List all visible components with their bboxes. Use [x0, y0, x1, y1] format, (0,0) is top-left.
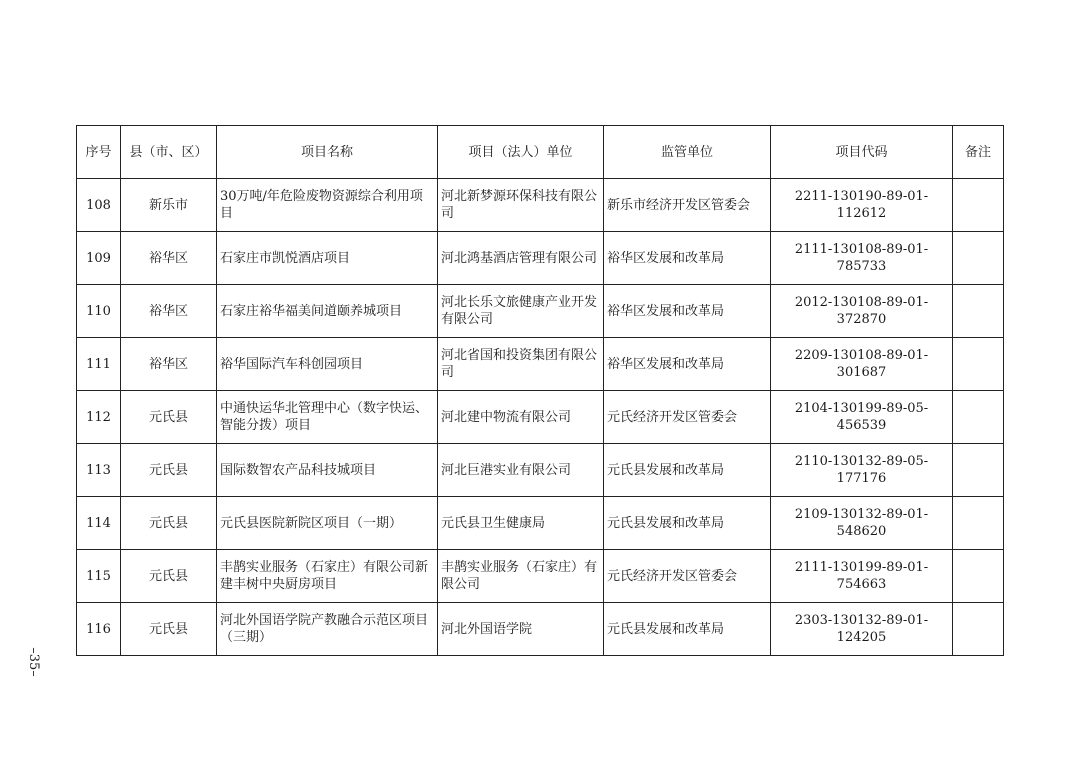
cell-no: 112	[77, 391, 121, 444]
cell-project-code: 2104-130199-89-05-456539	[771, 391, 953, 444]
cell-project-name: 中通快运华北管理中心（数字快运、智能分拨）项目	[217, 391, 438, 444]
cell-legal-unit: 元氏县卫生健康局	[438, 497, 604, 550]
cell-supervisor: 裕华区发展和改革局	[604, 232, 771, 285]
cell-no: 113	[77, 444, 121, 497]
table-row	[77, 285, 1004, 338]
header-no: 序号	[77, 126, 121, 179]
cell-legal-unit: 河北建中物流有限公司	[438, 391, 604, 444]
cell-project-code: 2303-130132-89-01-124205	[771, 603, 953, 656]
cell-project-code: 2111-130199-89-01-754663	[771, 550, 953, 603]
table-row	[77, 603, 1004, 656]
cell-no: 115	[77, 550, 121, 603]
cell-project-name: 元氏县医院新院区项目（一期）	[217, 497, 438, 550]
cell-project-code: 2209-130108-89-01-301687	[771, 338, 953, 391]
cell-no: 116	[77, 603, 121, 656]
cell-county: 元氏县	[121, 603, 217, 656]
cell-project-name: 30万吨/年危险废物资源综合利用项目	[217, 179, 438, 232]
header-note: 备注	[953, 126, 1004, 179]
table-header-row	[77, 126, 1004, 179]
cell-project-code: 2211-130190-89-01-112612	[771, 179, 953, 232]
cell-legal-unit: 河北新梦源环保科技有限公司	[438, 179, 604, 232]
cell-no: 108	[77, 179, 121, 232]
table-row	[77, 179, 1004, 232]
cell-note	[953, 497, 1004, 550]
cell-supervisor: 元氏经济开发区管委会	[604, 550, 771, 603]
table-row	[77, 550, 1004, 603]
table-row	[77, 232, 1004, 285]
cell-county: 裕华区	[121, 285, 217, 338]
table-row	[77, 444, 1004, 497]
cell-county: 元氏县	[121, 550, 217, 603]
cell-no: 114	[77, 497, 121, 550]
table-row	[77, 497, 1004, 550]
cell-project-name: 裕华国际汽车科创园项目	[217, 338, 438, 391]
cell-project-name: 石家庄裕华福美间道颐养城项目	[217, 285, 438, 338]
cell-supervisor: 元氏县发展和改革局	[604, 444, 771, 497]
page-number: –35–	[26, 647, 42, 677]
cell-county: 元氏县	[121, 444, 217, 497]
cell-note	[953, 338, 1004, 391]
cell-project-name: 国际数智农产品科技城项目	[217, 444, 438, 497]
header-project-name: 项目名称	[217, 126, 438, 179]
cell-project-name: 石家庄市凯悦酒店项目	[217, 232, 438, 285]
cell-note	[953, 232, 1004, 285]
cell-supervisor: 裕华区发展和改革局	[604, 338, 771, 391]
cell-project-code: 2110-130132-89-05-177176	[771, 444, 953, 497]
cell-supervisor: 元氏经济开发区管委会	[604, 391, 771, 444]
cell-note	[953, 603, 1004, 656]
cell-legal-unit: 河北鸿基酒店管理有限公司	[438, 232, 604, 285]
cell-note	[953, 179, 1004, 232]
cell-note	[953, 391, 1004, 444]
cell-county: 新乐市	[121, 179, 217, 232]
cell-county: 元氏县	[121, 391, 217, 444]
cell-no: 111	[77, 338, 121, 391]
cell-project-code: 2012-130108-89-01-372870	[771, 285, 953, 338]
cell-legal-unit: 河北省国和投资集团有限公司	[438, 338, 604, 391]
table-row	[77, 391, 1004, 444]
cell-note	[953, 550, 1004, 603]
cell-legal-unit: 河北外国语学院	[438, 603, 604, 656]
cell-supervisor: 裕华区发展和改革局	[604, 285, 771, 338]
cell-project-code: 2111-130108-89-01-785733	[771, 232, 953, 285]
cell-project-code: 2109-130132-89-01-548620	[771, 497, 953, 550]
cell-no: 109	[77, 232, 121, 285]
header-project-code: 项目代码	[771, 126, 953, 179]
table-row	[77, 338, 1004, 391]
header-county: 县（市、区）	[121, 126, 217, 179]
cell-county: 元氏县	[121, 497, 217, 550]
cell-no: 110	[77, 285, 121, 338]
cell-legal-unit: 河北长乐文旅健康产业开发有限公司	[438, 285, 604, 338]
cell-note	[953, 444, 1004, 497]
header-supervisor: 监管单位	[604, 126, 771, 179]
cell-county: 裕华区	[121, 338, 217, 391]
cell-supervisor: 新乐市经济开发区管委会	[604, 179, 771, 232]
cell-supervisor: 元氏县发展和改革局	[604, 497, 771, 550]
cell-legal-unit: 丰鹊实业服务（石家庄）有限公司	[438, 550, 604, 603]
cell-project-name: 丰鹊实业服务（石家庄）有限公司新建丰树中央厨房项目	[217, 550, 438, 603]
header-legal-unit: 项目（法人）单位	[438, 126, 604, 179]
cell-note	[953, 285, 1004, 338]
cell-county: 裕华区	[121, 232, 217, 285]
project-table	[76, 125, 1004, 656]
cell-supervisor: 元氏县发展和改革局	[604, 603, 771, 656]
cell-legal-unit: 河北巨港实业有限公司	[438, 444, 604, 497]
cell-project-name: 河北外国语学院产教融合示范区项目（三期）	[217, 603, 438, 656]
